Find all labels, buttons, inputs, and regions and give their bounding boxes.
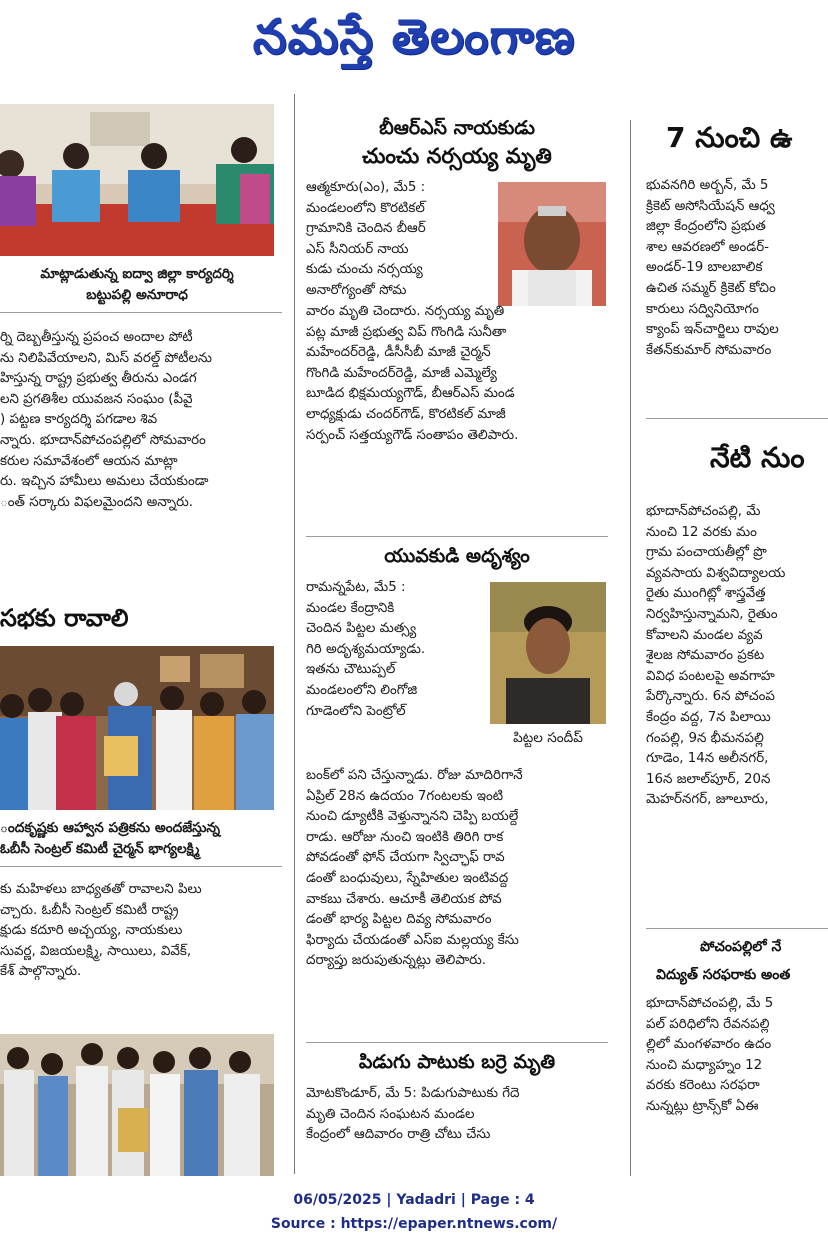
text-line: గ్రామ పంచాయతీల్లో ప్రొ [646,545,767,561]
text-line: మండలంలోని కొరటికల్ [306,200,425,216]
text-line: కేంద్రం వద్ద, 7న పిలాయి [646,709,771,725]
text-line: సర్పంచ్ సత్తయ్యగౌడ్ సంతాపం తెలిపారు. [306,427,519,443]
text-line: బంక్‌లో పని చేస్తున్నాడు. రోజు మాదిరిగానే [306,768,523,783]
text-line: మోటకొండూర్, మే 5: పిడుగుపాటుకు గేదె [306,1086,520,1101]
text-line: మహేందర్‌రెడ్డి, డీసీసీబీ మాజీ చైర్మన్ [306,345,491,361]
text-line: భూదాన్‌పోచంపల్లి, మే [646,504,761,519]
text-line: ఏప్రిల్ 28న ఉదయం 7గంటలకు ఇంటి [306,788,504,804]
text-line: వారం మృతి చెందారు. నర్సయ్య మృతి [306,304,505,319]
text-line: నున్నట్లు ట్రాన్స్‌కో ఏఈ [646,1098,759,1114]
text-line: గొంగిడి మహేందర్‌రెడ్డి, మాజీ ఎమ్మెల్యే [306,365,497,381]
story-text [306,178,492,302]
story-text [646,994,828,1118]
text-line: నుంచి 12 వరకు మం [646,524,757,540]
text-line: కేశ్ పాల్గొన్నారు. [0,964,82,980]
text-line: కరుల సమావేశంలో ఆయన మాట్లా [0,453,178,469]
text-line: కేంద్రంలో ఆదివారం రాత్రి చోటు చేసు [306,1127,491,1143]
headline: యువకుడి అదృశ్యం [384,545,530,567]
text-line: ంత్ సర్కారు విఫలమైందని అన్నారు. [0,494,193,510]
page-footer-source[interactable]: Source : https://epaper.ntnews.com/ [270,1216,558,1232]
text-line: కారులు సద్వినియోగం [646,301,759,317]
photo-meeting-women [0,104,274,256]
text-line: పేర్కొన్నారు. 6న పోచంప [646,689,775,705]
text-line: కేతన్‌కుమార్ సోమవారం [646,342,772,358]
text-line: రాడు. ఆరోజు నుంచి ఇంటికి తిరిగి రాక [306,829,504,845]
text-line: లాధ్యక్షుడు చందర్‌గౌడ్, కొరటికల్ మాజీ [306,406,506,422]
text-line: ఉచిత సమ్మర్ క్రికెట్ కోచిం [646,280,776,296]
text-line: ) పట్టణ కార్యదర్శి పగడాల శివ [0,412,158,428]
text-line: నుంచి డ్యూటీకి వెళ్తున్నానని చెప్పి బయల్దే [306,809,519,825]
headline: సభకు రావాలి [0,604,129,632]
text-line: నుంచి మధ్యాహ్నం 12 [646,1057,763,1073]
text-line: ర్ని దెబ్బతీస్తున్న ప్రపంచ అందాల పోటీ [0,330,193,345]
text-line: చ్చారు. ఓబీసీ సెంట్రల్ కమిటీ రాష్ట్ర [0,902,179,918]
text-line: గూడెంలోని పెంట్రోల్ [306,703,406,719]
divider [0,312,282,313]
middle-column [306,84,608,1176]
text-line: క్యాంప్ ఇన్‌చార్జిలు రావుల [646,322,779,338]
text-line: డంతో భార్య పిట్టల దివ్య సోమవారం [306,912,492,928]
text-line: వ్యవసాయ విశ్వవిద్యాలయ [646,565,786,581]
divider [306,1042,608,1043]
text-line: పట్ల మాజీ ప్రభుత్వ విప్ గొంగిడి సునీతా [306,324,507,340]
headline-line: చుంచు నర్సయ్య మృతి [362,144,552,168]
caption-line: ందకృష్ణకు ఆహ్వాన పత్రికను అందజేస్తున్న [0,820,220,836]
text-line: రామన్నపేట, మే5 : [306,580,406,595]
text-line: న్నారు. భూదాన్‌పోచంపల్లిలో సోమవారం [0,432,206,448]
column-rule [630,120,631,1176]
text-line: మండల కేంద్రానికి [306,600,395,616]
text-line: కోవాలని మండల వ్యవ [646,627,763,643]
text-line: వాకబు చేశారు. ఆచూకీ తెలియక పోవ [306,891,502,907]
text-line: భూదాన్‌పోచంపల్లి, మే 5 [646,996,774,1011]
headline: నేటి నుం [710,441,805,474]
text-line: వరకు కరెంటు సరఫరా [646,1078,760,1094]
photo-caption: పిట్టల సందీప్ [513,730,583,746]
text-line: మృతి చెందిన సంఘటన మండల [306,1106,475,1122]
headline [306,114,608,170]
masthead [0,0,828,80]
headline: పోచంపల్లిలో నే [700,939,782,955]
text-line: జిల్లా కేంద్రంలోని ప్రభుత [646,219,766,235]
text-line: నిర్వహిస్తున్నామని, రైతుం [646,606,778,622]
photo-group [0,1034,274,1176]
text-line: పోవడంతో ఫోన్ చేయగా స్విచ్ఛాఫ్ రావ [306,850,505,866]
text-line: సువర్ణ, విజయలక్ష్మి, సాయిలు, వివేక్, [0,943,192,959]
text-line: శైలజ సోమవారం ప్రకట [646,648,765,664]
text-line: ఫిర్యాదు చేయడంతో ఎస్ఐ మల్లయ్య కేసు [306,932,519,948]
caption-line: బట్టుపల్లి అనూరాధ [86,287,188,303]
text-line: శాల ఆవరణలో అండర్- [646,239,769,255]
story-text [0,880,282,983]
text-line: ల్లిలో మంగళవారం ఉదం [646,1037,772,1053]
text-line: లని ప్రగతిశీల యువజన సంఘం (పీవై [0,391,193,407]
text-line: గ్రామానికి చెందిన బీఆర్ [306,221,426,237]
text-line: కు మహిళలు బాధ్యతతో రావాలని పిలు [0,882,202,897]
text-line: ఎస్ సీనియర్ నాయ [306,241,409,257]
text-line: హిస్తున్న రాష్ట్ర ప్రభుత్వ తీరును ఎండగ [0,371,197,387]
column-rule [294,94,295,1174]
story-text [306,302,608,446]
text-line: దర్యాప్తు జరుపుతున్నట్లు తెలిపారు. [306,953,487,969]
text-line: రు. ఇచ్చిన హామీలు అమలు చేయకుండా [0,474,209,490]
headline-line: బీఆర్ఎస్ నాయకుడు [379,117,535,139]
left-column [0,84,282,1176]
text-line: అండర్-19 బాలబాలిక [646,260,763,276]
text-line: రైతు ముంగిట్లో శాస్త్రవేత్త [646,586,766,602]
divider [306,536,608,537]
right-column [640,84,828,1176]
text-line: మెహర్‌నగర్, జూలూరు, [646,792,769,808]
text-line: పల్ పరిధిలోని రేవనపల్లి [646,1016,770,1032]
story-text [646,176,828,361]
photo-invitation [0,646,274,810]
text-line: మండలంలోని లింగోజి [306,682,418,698]
newspaper-page [0,84,828,1176]
caption-line: మాట్లాడుతున్న ఐద్వా జిల్లా కార్యదర్శి [40,266,234,282]
photo-caption [0,264,274,306]
photo-portrait-young-man [490,582,606,724]
text-line: వివిధ పంటలపై అవగాహ [646,668,775,684]
text-line: క్షుడు కదూరి అచ్చయ్య, నాయకులు [0,923,183,939]
divider [646,418,828,419]
story-text [306,766,608,972]
story-text [0,328,282,513]
text-line: గిరి అదృశ్యమయ్యాడు. [306,641,426,657]
text-line: గంపల్లి, 9న భీమనపల్లి [646,730,764,746]
divider [0,866,282,867]
caption-line: ఓబీసీ సెంట్రల్ కమిటీ చైర్మన్ భాగ్యలక్ష్మి [0,841,200,857]
photo-portrait-old-man [498,182,606,306]
photo-caption [0,818,274,860]
newspaper-title: నమస్తే తెలంగాణ [252,9,576,65]
headline: విద్యుత్ సరఫరాకు అంత [656,967,791,983]
story-text [646,502,828,811]
story-text [306,1084,608,1146]
text-line: ఇతను చౌటుప్పల్ [306,662,396,678]
text-line: కుడు చుంచు నర్సయ్య [306,262,423,278]
text-line: 16న జలాల్‌పూర్, 20న [646,771,771,787]
text-line: క్రికెట్ అసోసియేషన్ ఆధ్వ [646,198,775,214]
text-line: చెందిన పిట్టల మత్స్య [306,621,417,637]
story-text [306,578,486,722]
text-line: అనారోగ్యంతో సోమ [306,282,407,298]
text-line: ను నిలిపివేయాలని, మిస్ వరల్డ్ పోటీలను [0,350,213,366]
text-line: ఆత్మకూరు(ఎం), మే5 : [306,180,426,195]
headline: పిడుగు పాటుకు బర్రె మృతి [358,1051,556,1073]
headline: 7 నుంచి ఉ [666,121,793,154]
page-footer-date: 06/05/2025 | Yadadri | Page : 4 [293,1192,535,1208]
text-line: భువనగిరి అర్బన్, మే 5 [646,178,769,193]
divider [646,928,828,929]
text-line: డంతో బంధువులు, స్నేహితుల ఇంటివద్ద [306,870,509,886]
text-line: బూడిద భిక్షమయ్యగౌడ్, బీఆర్ఎస్ మండ [306,386,515,402]
text-line: గూడెం, 14న అలీనగర్, [646,751,769,767]
